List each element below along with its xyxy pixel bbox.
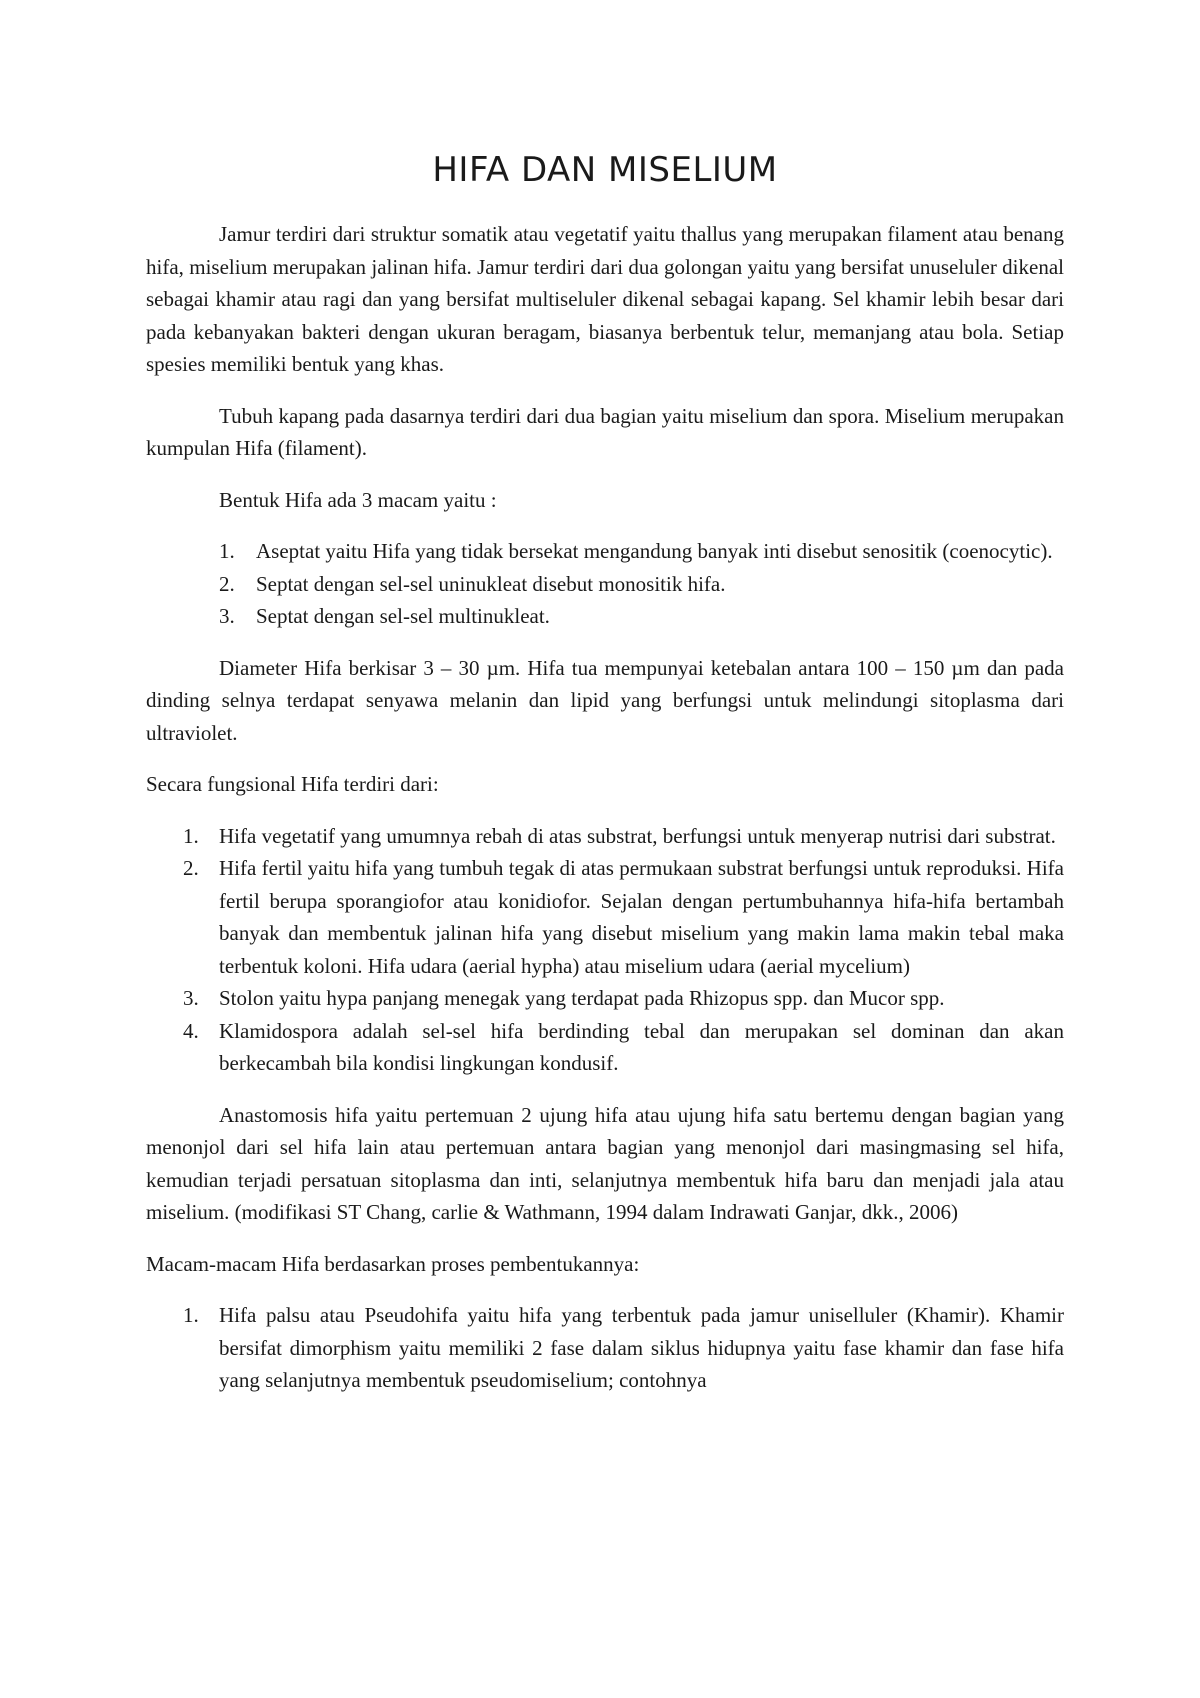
page-title: HIFA DAN MISELIUM [432, 150, 778, 190]
list-item-text: Klamidospora adalah sel-sel hifa berdinding tebal dan merupakan sel dominan dan akan berkecambah bila kondisi lingkungan kondusif. [219, 1018, 1064, 1075]
paragraph-diameter: Diameter Hifa berkisar 3 – 30 µm. Hifa tua mempunyai ketebalan antara 100 – 150 µm dan pada dinding selnya terdapat senyawa melanin dan lipid yang berfungsi untuk melindungi sitoplasma dari ultraviolet. [146, 655, 1064, 745]
list-item-text: Hifa palsu atau Pseudohifa yaitu hifa yang terbentuk pada jamur uniselluler (Khamir). Khamir bersifat dimorphism yaitu memiliki 2 fase dalam siklus hidupnya yaitu fase khamir dan fase hifa yang selanjutnya membentuk pseudomiselium; contohnya [219, 1303, 1064, 1392]
list-item [146, 1299, 1064, 1397]
list-number: 3. [219, 604, 235, 628]
list-number: 1. [183, 1303, 199, 1327]
list-item [146, 982, 1064, 1015]
list-number: 1. [183, 823, 199, 848]
list-number: 2. [219, 571, 235, 596]
list-number: 1. [219, 539, 235, 563]
list-number: 4. [183, 1018, 199, 1043]
document-body [146, 150, 1064, 1397]
functional-heading: Secara fungsional Hifa terdiri dari: [146, 772, 439, 796]
list-item [146, 820, 1064, 853]
list-item [146, 1015, 1064, 1080]
list-item-text: Septat dengan sel-sel multinukleat. [256, 604, 550, 628]
list-item [146, 600, 1064, 633]
functional-list [146, 820, 1064, 1080]
list-item [146, 535, 1064, 568]
list-item-text: Hifa vegetatif yang umumnya rebah di atas substrat, berfungsi untuk menyerap nutrisi dari substrat. [219, 823, 1056, 848]
list-item-text: Stolon yaitu hypa panjang menegak yang terdapat pada Rhizopus spp. dan Mucor spp. [219, 986, 945, 1010]
list-item-text: Hifa fertil yaitu hifa yang tumbuh tegak di atas permukaan substrat berfungsi untuk reproduksi. Hifa fertil berupa sporangiofor atau konidiofor. Sejalan dengan pertumbuhannya hifa-hifa bertambah banyak dan membentuk jalinan hifa yang disebut miselium yang makin lama makin tebal maka terbentuk koloni. Hifa udara (aerial hypha) atau miselium udara (aerial mycelium) [219, 856, 1064, 978]
formation-heading: Macam-macam Hifa berdasarkan proses pembentukannya: [146, 1251, 640, 1276]
list-item-text: Aseptat yaitu Hifa yang tidak bersekat mengandung banyak inti disebut senositik (coenocytic). [256, 539, 1053, 563]
hifa-forms-heading: Bentuk Hifa ada 3 macam yaitu : [219, 487, 497, 512]
formation-list [146, 1299, 1064, 1397]
paragraph-intro: Jamur terdiri dari struktur somatik atau vegetatif yaitu thallus yang merupakan filament atau benang hifa, miselium merupakan jalinan hifa. Jamur terdiri dari dua golongan yaitu yang bersifat unuseluler dikenal sebagai khamir atau ragi dan yang bersifat multiseluler dikenal sebagai kapang. Sel khamir lebih besar dari pada kebanyakan bakteri dengan ukuran beragam, biasanya berbentuk telur, memanjang atau bola. Setiap spesies memiliki bentuk yang khas. [146, 222, 1064, 376]
list-item-text: Septat dengan sel-sel uninukleat disebut monositik hifa. [256, 571, 726, 596]
paragraph-anastomosis: Anastomosis hifa yaitu pertemuan 2 ujung hifa atau ujung hifa satu bertemu dengan bagian yang menonjol dari sel hifa lain atau pertemuan antara bagian yang menonjol dari masingmasing sel hifa, kemudian terjadi persatuan sitoplasma dan inti, selanjutnya membentuk hifa baru dan menjadi jala atau miselium. (modifikasi ST Chang, carlie & Wathmann, 1994 dalam Indrawati Ganjar, dkk., 2006) [146, 1102, 1064, 1224]
list-number: 2. [183, 856, 199, 880]
list-item [146, 852, 1064, 982]
list-number: 3. [183, 986, 199, 1010]
hifa-forms-list [146, 535, 1064, 633]
paragraph-kapang: Tubuh kapang pada dasarnya terdiri dari dua bagian yaitu miselium dan spora. Miselium merupakan kumpulan Hifa (filament). [146, 403, 1064, 460]
list-item [146, 568, 1064, 601]
